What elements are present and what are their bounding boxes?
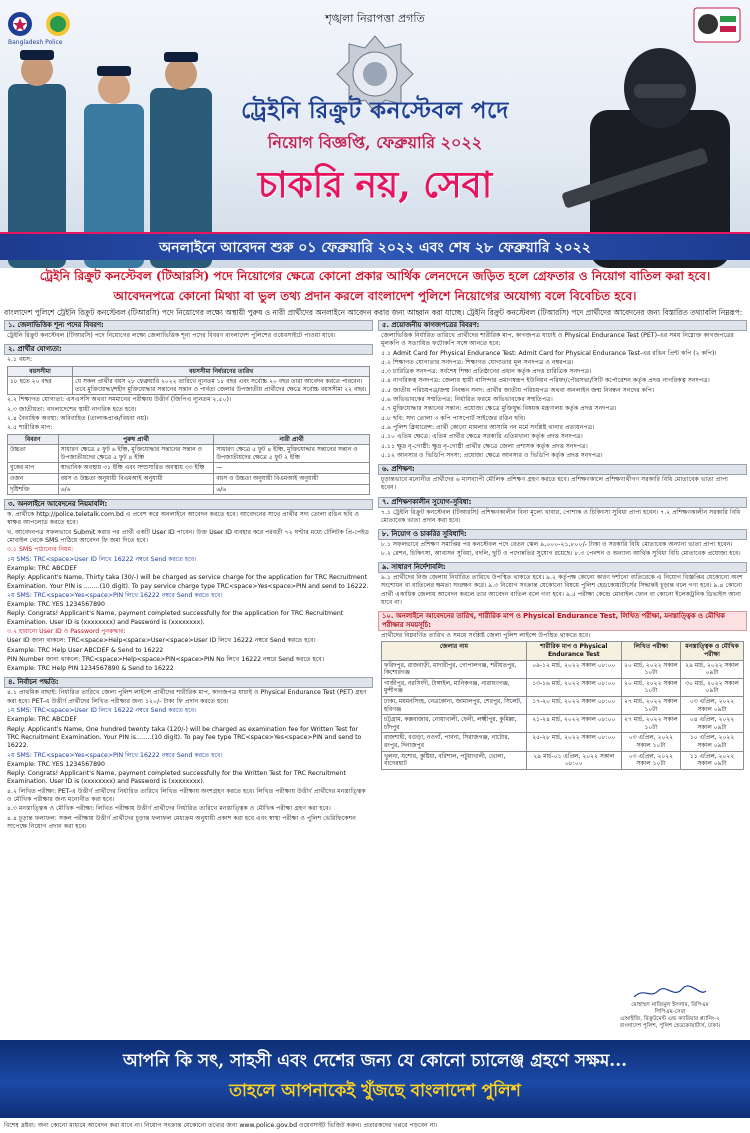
footer-banner (0, 1040, 750, 1118)
table-cell: ৬/৬ (58, 484, 214, 495)
table-cell: ০৪ এপ্রিল, ২০২২ সকাল ০৯টা (680, 715, 743, 733)
table-cell: যে সকল প্রার্থীর বয়স ২৮ ফেব্রুয়ারি ২০২২ তারিখে ন্যূনতম ১৮ বছর এবং সর্বোচ্চ ২০ বছর তারা আবেদন করতে পারবেন। তবে মুক্তিযোদ্ধা/শহীদ মুক্তিযোদ্ধার সন্তানের সন্তান ও পার্বত্য জেলার উপজাতীয় প্রার্থীদের ক্ষেত্রে সর্বোচ্চ বয়সসীমা ২২ বছর। (73, 377, 370, 395)
section-general-instructions (378, 562, 747, 609)
recovery-heading: ৩.২ হারানো User ID ও Password পুনরুদ্ধার: (7, 627, 126, 635)
sms-heading: ৩.১ SMS পাঠানোর নিয়ম: (7, 546, 74, 554)
section-heading: ৩. অনলাইনে আবেদনের নিয়মাবলি: (4, 499, 373, 510)
section-heading: ৪. নির্বাচন পদ্ধতি: (4, 677, 373, 688)
sms-reply: Reply: Congrats! Applicant's Name, payment completed successfully for the Written Test for TRC Recruitment Examination. User ID is (xxxxxxxx) and Password is (xxxxxxxx). (7, 770, 346, 786)
section-heading: ১. জেলাভিত্তিক শূন্য পদের বিবরণ: (4, 320, 373, 331)
table-cell: ২৫-২৮ মার্চ, ২০২২ সকাল ০৮:০০ (526, 733, 621, 751)
recovery-example: Example: TRC Help User ABCDEF & Send to 16222 (7, 646, 164, 654)
table-cell: ২৯ মার্চ-০১ এপ্রিল, ২০২২ সকাল ০৮:০০ (526, 751, 621, 769)
table-cell: ৩০ মার্চ, ২০২২ সকাল ০৯টা (680, 678, 743, 696)
table-cell: চট্টগ্রাম, কক্সবাজার, নোয়াখালী, ফেনী, লক্ষ্মীপুর, কুমিল্লা, চাঁদপুর (382, 715, 527, 733)
section-text: ৮.১ সফলভাবে প্রশিক্ষণ সমাপ্তির পর কনস্টেবল পদে বেতন স্কেল ৯,০০০-২১,৮০০/- টাকা ও সরকারি বিধি মোতাবেক অন্যান্য ভাতা প্রাপ্য হবেন। ৮.২ রেশন, চিকিৎসা, আবাসন সুবিধা, বদলি, ছুটি ও পদোন্নতির সুযোগ রয়েছে। ৮.৩ পেনশন ও অন্যান্য আর্থিক সুবিধা বিধি মোতাবেক প্রযোজ্য হবে। (381, 541, 741, 557)
table-cell: ২১-২৪ মার্চ, ২০২২ সকাল ০৮:০০ (526, 715, 621, 733)
table-header: জেলার নাম (382, 642, 527, 660)
signatory-office: বাংলাদেশ পুলিশ, পুলিশ হেডকোয়ার্টার্স, ঢাকা। (619, 1023, 721, 1029)
signatory-name: মোহাম্মদ নাজিমুল ইসলাম, বিপিএম (631, 1002, 709, 1008)
table-row (382, 660, 744, 678)
recovery-text: PIN Number জানা থাকলে: TRC<space>Help<space>PIN<space>PIN No লিখে 16222 নম্বরে Send করতে হবে। (7, 655, 325, 663)
bottom-note: বিশেষ দ্রষ্টব্য: অন্য কোনো মাধ্যমে আবেদন করা যাবে না। নিয়োগ সংক্রান্ত যেকোনো তথ্যের জন্য www.police.gov.bd ওয়েবসাইট ভিজিট করুন। প্রতারকদের খপ্পরে পড়বেন না। (0, 1118, 750, 1133)
table-cell: রাজশাহী, বগুড়া, নওগাঁ, পাবনা, সিরাজগঞ্জ, নাটোর, রংপুর, দিনাজপুর (382, 733, 527, 751)
table-cell: ০৩ এপ্রিল, ২০২২ সকাল ১০টা (621, 733, 680, 751)
table-cell: ২০ মার্চ, ২০২২ সকাল ১০টা (621, 660, 680, 678)
section-text: ৭.১ ট্রেইনি রিক্রুট কনস্টেবল (টিআরসি) প্রশিক্ষণকালীন বিনা মূল্যে খাবার, পোশাক ও চিকিৎসা সুবিধা প্রাপ্য হবেন। ৭.২ প্রশিক্ষণকালীন সরকারি বিধি মোতাবেক ভাতা প্রদান করা হবে। (381, 508, 741, 525)
sms-step: ১ম SMS: TRC<space>User ID লিখে 16222 নম্বরে Send করতে হবে। (7, 555, 197, 563)
document-item: ৫.৭ মুক্তিযোদ্ধার সন্তানের সন্তান: প্রযোজ্য ক্ষেত্রে মুক্তিযুদ্ধ বিষয়ক মন্ত্রণালয় কর্তৃক প্রদত্ত সনদপত্র। (381, 405, 617, 413)
left-column (4, 320, 373, 1036)
section-eligibility (4, 344, 373, 497)
table-header: মনস্তাত্ত্বিক ও মৌখিক পরীক্ষা (680, 642, 743, 660)
section-text: ৪.২ লিখিত পরীক্ষা: PET-এ উত্তীর্ণ প্রার্থীদের নির্ধারিত তারিখে লিখিত পরীক্ষায় অংশগ্রহণ করতে হবে। লিখিত পরীক্ষায় উত্তীর্ণ প্রার্থীদের মনস্তাত্ত্বিক ও মৌখিক পরীক্ষার জন্য মনোনীত করা হবে। (7, 787, 366, 804)
schedule-note: প্রার্থীদের নিম্নবর্ণিত তারিখ ও সময়ে সংশ্লিষ্ট জেলা পুলিশ লাইন্সে উপস্থিত থাকতে হবে। (381, 632, 591, 640)
table-cell: গাজীপুর, নরসিংদী, টাঙ্গাইল, মানিকগঞ্জ, নারায়ণগঞ্জ, মুন্সীগঞ্জ (382, 678, 527, 696)
section-text: ক. প্রার্থীকে http://police.teletalk.com.bd এ প্রবেশ করে অনলাইনে আবেদন করতে হবে। আবেদনের সাথে প্রার্থীর সদ্য তোলা রঙিন ছবি ও স্বাক্ষর আপলোড করতে হবে। (7, 511, 359, 527)
section-heading: ৬. প্রশিক্ষণ: (378, 464, 747, 475)
section-heading: ২. প্রার্থীর যোগ্যতা: (4, 344, 373, 355)
table-cell: বয়স ও উচ্চতা অনুযায়ী বিএমআই অনুযায়ী (58, 473, 214, 484)
table-row (8, 445, 370, 463)
sms-example: Example: TRC ABCDEF (7, 564, 77, 572)
document-item: ৫.৩ চারিত্রিক সনদপত্র: সর্বশেষ শিক্ষা প্রতিষ্ঠানের প্রধান কর্তৃক প্রদত্ত চারিত্রিক সনদপত্র। (381, 368, 592, 376)
section-online-application (4, 499, 373, 675)
section-vacancy (4, 320, 373, 342)
footer-tagline: তাহলে আপনাকেই খুঁজছে বাংলাদেশ পুলিশ (229, 1081, 521, 1101)
footer-question: আপনি কি সৎ, সাহসী এবং দেশের জন্য যে কোনো চ্যালেঞ্জ গ্রহণে সক্ষম... (122, 1051, 628, 1071)
sms-reply: Reply: Congrats! Applicant's Name, payment completed successfully for the application for TRC Recruitment Examination. User ID is (xxxxxxxx) and Password is (xxxxxxxx). (7, 610, 344, 626)
mujib-year-logo-icon (692, 6, 742, 44)
section-heading: ১০. অনলাইনে আবেদনের তারিখ, শারীরিক মাপ ও Physical Endurance Test, লিখিত পরীক্ষা, মনস্তাত্ত্বিক ও মৌখিক পরীক্ষার সময়সূচি: (378, 611, 747, 631)
table-row (382, 715, 744, 733)
table-cell: ওজন (8, 473, 59, 484)
schedule-table (381, 641, 744, 769)
hero-subtitle: নিয়োগ বিজ্ঞপ্তি, ফেব্রুয়ারি ২০২২ (267, 133, 483, 152)
recovery-example: Example: TRC Help PIN 1234567890 & Send to 16222 (7, 665, 174, 673)
section-text: ৯.১ প্রার্থীদের নিজ জেলায় নির্ধারিত তারিখে উপস্থিত থাকতে হবে। ৯.২ কর্তৃপক্ষ কোনো কারণ দর্শানো ব্যতিরেকে এ নিয়োগ বিজ্ঞপ্তির যেকোনো অংশ সংশোধন বা বাতিলের ক্ষমতা সংরক্ষণ করে। ৯.৩ নিয়োগ সংক্রান্ত যেকোনো বিষয়ে পুলিশ হেডকোয়ার্টার্সের সিদ্ধান্তই চূড়ান্ত বলে গণ্য হবে। ৯.৪ কোনো প্রার্থী একাধিক জেলায় আবেদন করলে তার আবেদন বাতিল বলে গণ্য হবে। ৯.৫ পরীক্ষা কেন্দ্রে মোবাইল ফোন বা কোনো ইলেকট্রনিক ডিভাইস আনা যাবে না। (381, 573, 743, 606)
table-header: নারী প্রার্থী (214, 434, 370, 445)
document-item: ৫.১১ ক্ষুদ্র নৃ-গোষ্ঠী: ক্ষুদ্র নৃ-গোষ্ঠী প্রার্থীর ক্ষেত্রে জেলা প্রশাসক কর্তৃক প্রদত্ত সনদপত্র। (381, 442, 588, 450)
table-cell: ১১ এপ্রিল, ২০২২ সকাল ০৯টা (680, 751, 743, 769)
table-cell: বুকের মাপ (8, 463, 59, 474)
table-cell: ১০ এপ্রিল, ২০২২ সকাল ০৯টা (680, 733, 743, 751)
logo-left-text: Bangladesh Police (8, 39, 63, 46)
document-item: ৫.১০ এতিম ক্ষেত্রে: এতিম প্রার্থীর ক্ষেত্রে সরকারি এতিমখানা কর্তৃক প্রদত্ত সনদপত্র। (381, 433, 583, 441)
physical-label: ২.৫ শারীরিক মাপ: (7, 424, 53, 432)
document-item: ৫.৬ অভিভাবকের সম্মতিপত্র: নির্ধারিত ফরমে অভিভাবকের সম্মতিপত্র। (381, 396, 553, 404)
table-cell: ০৩ এপ্রিল, ২০২২ সকাল ১০টা (621, 751, 680, 769)
document-item: ৫.১ Admit Card for Physical Endurance Test: Admit Card for Physical Endurance Test-এর রঙিন প্রিন্ট কপি (২ কপি)। (381, 349, 717, 357)
intro-text: বাংলাদেশ পুলিশে ট্রেইনি রিক্রুট কনস্টেবল (টিআরসি) পদে নিয়োগের লক্ষ্যে অস্থায়ী পুরুষ ও নারী প্রার্থীদের অনলাইনে আবেদন করার জন্য আহ্বান করা যাচ্ছে। ট্রেইনি রিক্রুট কনস্টেবল (টিআরসি) পদে প্রার্থীদের আবেদনের জন্য বিস্তারিত তথ্যাবলি নিম্নরূপ: (4, 308, 743, 317)
table-header: বয়সসীমা নির্ধারণের তারিখ (73, 366, 370, 377)
table-row (8, 377, 370, 395)
section-training (378, 464, 747, 495)
sms-reply: Reply: Applicant's Name, Thirty taka (30/-) will be charged as service charge for the application for TRC Recruitment Examination. Your PIN is ........(10 digit). To pay service charge type TRC<space>Yes<space>PIN and send to 16222. (7, 574, 369, 590)
section-heading: ৫. প্রয়োজনীয় কাগজপত্রের বিবরণ: (378, 320, 747, 331)
marital-text: ২.৪ বৈবাহিক অবস্থা: অবিবাহিত (তালাকপ্রাপ্ত/বিধবা নয়)। (7, 414, 149, 422)
table-cell: ০৩ এপ্রিল, ২০২২ সকাল ০৯টা (680, 696, 743, 714)
section-text: জেলাভিত্তিক নির্ধারিত তারিখে প্রার্থীদের শারীরিক মাপ, কাগজপত্র যাচাই ও Physical Endurance Test (PET)-এর সময় নিম্নোক্ত কাগজপত্রের মূলকপি ও সত্যায়িত ফটোকপি সঙ্গে আনতে হবে: (381, 332, 734, 348)
section-heading: ৯. সাধারণ নির্দেশাবলি: (378, 562, 747, 573)
table-cell: ১৮ হতে ২০ বছর (8, 377, 73, 395)
table-cell: ফরিদপুর, রাজবাড়ী, মাদারীপুর, গোপালগঞ্জ, শরীয়তপুর, কিশোরগঞ্জ (382, 660, 527, 678)
table-cell: ১৭-২০ মার্চ, ২০২২ সকাল ০৮:০০ (526, 696, 621, 714)
physical-table (7, 434, 370, 496)
nationality-text: ২.৩ জাতীয়তা: বাংলাদেশের স্থায়ী নাগরিক হতে হবে। (7, 405, 137, 413)
table-cell: ১৩-১৬ মার্চ, ২০২২ সকাল ০৮:০০ (526, 678, 621, 696)
table-header: লিখিত পরীক্ষা (621, 642, 680, 660)
warning-line-2: আবেদনপত্রে কোনো মিথ্যা বা ভুল তথ্য প্রদান করলে বাংলাদেশ পুলিশে নিয়োগের অযোগ্য বলে বিবেচিত হবে। (113, 289, 637, 303)
recovery-text: User ID জানা থাকলে: TRC<space>Help<space>User<space>User ID লিখে 16222 নম্বরে Send করতে হবে। (7, 637, 316, 645)
section-schedule (378, 611, 747, 772)
table-cell: — (214, 463, 370, 474)
education-text: ২.২ শিক্ষাগত যোগ্যতা: এসএসসি অথবা সমমানের পরীক্ষায় উত্তীর্ণ (জিপিএ ন্যূনতম ২.৫০)। (7, 396, 232, 404)
section-appointment (378, 529, 747, 560)
table-row (8, 484, 370, 495)
section-selection (4, 677, 373, 833)
sms-reply: Reply: Applicant's Name, One hundred twenty taka (120/-) will be charged as examination fee for Written Test for TRC Recruitment Examination. Your PIN is........(10 digit). To pay fee type TRC<space>Yes<space>PIN and send to 16222. (7, 725, 362, 750)
section-text: ৪.৩ মনস্তাত্ত্বিক ও মৌখিক পরীক্ষা: লিখিত পরীক্ষায় উত্তীর্ণ প্রার্থীদের নির্ধারিত তারিখে মনস্তাত্ত্বিক ও মৌখিক পরীক্ষা গ্রহণ করা হবে। (7, 805, 331, 813)
document-item: ৫.৪ নাগরিকত্ব সনদপত্র: জেলার স্থায়ী বাসিন্দার প্রমাণস্বরূপ ইউনিয়ন পরিষদ/পৌরসভা/সিটি কর্পোরেশন কর্তৃক প্রদত্ত নাগরিকত্ব সনদপত্র। (381, 377, 710, 385)
table-row (382, 751, 744, 769)
table-cell: উচ্চতা (8, 445, 59, 463)
sms-step: ২য় SMS: TRC<space>Yes<space>PIN লিখে 16222 নম্বরে Send করতে হবে। (7, 591, 223, 599)
section-text: খ. আবেদনপত্র সফলভাবে Submit করার পর প্রার্থী একটি User ID পাবেন। উক্ত User ID ব্যবহার করে পরবর্তী ৭২ ঘণ্টার মধ্যে টেলিটক প্রি-পেইড মোবাইল থেকে SMS পাঠিয়ে আবেদন ফি জমা দিতে হবে। (7, 528, 369, 545)
section-heading: ৮. নিয়োগ ও চাকরির সুবিধাদি: (378, 529, 747, 540)
right-column (378, 320, 747, 1036)
document-item: ৫.৯ পুলিশ ক্লিয়ারেন্স: প্রার্থী কোনো মামলার আসামি নন মর্মে সংশ্লিষ্ট থানার প্রত্যয়নপত্র। (381, 423, 595, 431)
hero-banner (0, 0, 750, 268)
hero-title: ট্রেইনি রিক্রুট কনস্টেবল পদে (241, 97, 509, 124)
section-heading: ৭. প্রশিক্ষণকালীন সুযোগ-সুবিধা: (378, 497, 747, 508)
document-item: ৫.১২ আনসার ও ভিডিপি সদস্য: প্রযোজ্য ক্ষেত্রে আনসার ও ভিডিপি কর্তৃক প্রদত্ত সনদপত্র। (381, 451, 603, 459)
signatory-title: এআইজি, রিক্রুটমেন্ট এন্ড ক্যারিয়ার প্ল্যানিং-২ (620, 1016, 720, 1022)
table-cell: ২০ মার্চ, ২০২২ সকাল ১০টা (621, 678, 680, 696)
signature-icon (630, 985, 710, 1001)
table-cell: সাধারণ ক্ষেত্রে ৫ ফুট ৬ ইঞ্চি, মুক্তিযোদ্ধার সন্তানের সন্তান ও উপজাতীয়দের ক্ষেত্রে ৫ ফুট ৪ ইঞ্চি (58, 445, 214, 463)
table-header: বয়সসীমা (8, 366, 73, 377)
hero-slogan: চাকরি নয়, সেবা (257, 164, 493, 206)
document-item: ৫.৮ ছবি: সদ্য তোলা ৩ কপি পাসপোর্ট সাইজের রঙিন ছবি। (381, 414, 526, 422)
section-training-benefits (378, 497, 747, 528)
section-text: চূড়ান্তভাবে মনোনীত প্রার্থীদের ৬ মাসব্যাপী মৌলিক প্রশিক্ষণ গ্রহণ করতে হবে। প্রশিক্ষণকালে প্রশিক্ষণার্থীগণ সরকারি বিধি মোতাবেক ভাতা প্রাপ্য হবেন। (381, 476, 729, 492)
table-cell: খুলনা, যশোর, কুষ্টিয়া, বরিশাল, পটুয়াখালী, ভোলা, বাগেরহাট (382, 751, 527, 769)
age-label: ২.১ বয়স: (7, 356, 33, 364)
table-header: শারীরিক মাপ ও Physical Endurance Test (526, 642, 621, 660)
signatory-id: পিপিএম-সেবা (654, 1009, 686, 1015)
section-text: ৪.৪ চূড়ান্ত ফলাফল: সকল পরীক্ষায় উত্তীর্ণ প্রার্থীদের চূড়ান্ত ফলাফল মেধাক্রম অনুযায়ী প্রকাশ করা হবে এবং স্বাস্থ্য পরীক্ষা ও পুলিশ ভেরিফিকেশন সাপেক্ষে নিয়োগ প্রদান করা হবে। (7, 814, 356, 830)
table-cell: ২৭ মার্চ, ২০২২ সকাল ১০টা (621, 696, 680, 714)
police-logo-icon (6, 6, 78, 48)
sms-example: Example: TRC YES 1234567890 (7, 601, 105, 609)
table-row (382, 678, 744, 696)
section-documents (378, 320, 747, 462)
table-row (382, 696, 744, 714)
table-cell: ২৯ মার্চ, ২০২২ সকাল ০৯টা (680, 660, 743, 678)
sms-example: Example: TRC YES 1234567890 (7, 760, 105, 768)
application-date-bar: অনলাইনে আবেদন শুরু ০১ ফেব্রুয়ারি ২০২২ এবং শেষ ২৮ ফেব্রুয়ারি ২০২২ (0, 232, 750, 260)
table-cell: সাধারণ ক্ষেত্রে ৫ ফুট ৪ ইঞ্চি, মুক্তিযোদ্ধার সন্তানের সন্তান ও উপজাতীয়দের ক্ষেত্রে ৫ ফুট ২ ইঞ্চি (214, 445, 370, 463)
warning-notice (0, 264, 750, 308)
table-cell: ২৭ মার্চ, ২০২২ সকাল ১০টা (621, 715, 680, 733)
document-item: ৫.২ শিক্ষাগত যোগ্যতার সনদপত্র: শিক্ষাগত যোগ্যতার মূল সনদপত্র ও নম্বরপত্র। (381, 358, 574, 366)
table-header: পুরুষ প্রার্থী (58, 434, 214, 445)
warning-line-1: ট্রেইনি রিক্রুট কনস্টেবল (টিআরসি) পদে নিয়োগের ক্ষেত্রে কোনো প্রকার আর্থিক লেনদেনে জড়িত হলে গ্রেফতার ও নিয়োগ বাতিল করা হবে। (39, 269, 711, 283)
table-cell: স্বাভাবিক অবস্থায় ৩১ ইঞ্চি এবং সম্প্রসারিত অবস্থায় ৩৩ ইঞ্চি (58, 463, 214, 474)
table-cell: বয়স ও উচ্চতা অনুযায়ী বিএমআই অনুযায়ী (214, 473, 370, 484)
table-cell: ০৯-১২ মার্চ, ২০২২ সকাল ০৮:০০ (526, 660, 621, 678)
document-item: ৫.৫ জাতীয় পরিচয়পত্র/জন্ম নিবন্ধন সনদ: প্রার্থীর জাতীয় পরিচয়পত্র অথবা অনলাইন জন্ম নিবন্ধন সনদের কপি। (381, 386, 655, 394)
motto: শৃঙ্খলা নিরাপত্তা প্রগতি (325, 12, 425, 25)
section-text: ৪.১ প্রাথমিক বাছাই: নির্ধারিত তারিখে জেলা পুলিশ লাইন্সে প্রার্থীদের শারীরিক মাপ, কাগজপত্র যাচাই ও Physical Endurance Test (PET) গ্রহণ করা হবে। PET-এ উত্তীর্ণ প্রার্থীদের লিখিত পরীক্ষার জন্য ১২০/- টাকা ফি প্রদান করতে হবে। (7, 689, 367, 705)
signature-block (600, 985, 740, 1030)
age-table (7, 366, 370, 396)
sms-step: ১ম SMS: TRC<space>User ID লিখে 16222 নম্বরে Send করতে হবে। (7, 707, 197, 715)
section-text: ট্রেইনি রিক্রুট কনস্টেবল (টিআরসি) পদে নিয়োগের লক্ষ্যে জেলাভিত্তিক শূন্য পদের বিবরণ বাংলাদেশ পুলিশের ওয়েবসাইটে পাওয়া যাবে। (7, 332, 336, 339)
sms-step: ২য় SMS: TRC<space>Yes<space>PIN লিখে 16222 নম্বরে Send করতে হবে। (7, 751, 223, 759)
table-row (382, 733, 744, 751)
table-row (8, 473, 370, 484)
table-cell: দৃষ্টিশক্তি (8, 484, 59, 495)
table-row (8, 463, 370, 474)
table-cell: ঢাকা, ময়মনসিংহ, নেত্রকোনা, জামালপুর, শেরপুর, সিলেট, হবিগঞ্জ (382, 696, 527, 714)
table-header: বিবরণ (8, 434, 59, 445)
sms-example: Example: TRC ABCDEF (7, 716, 77, 724)
table-cell: ৬/৬ (214, 484, 370, 495)
